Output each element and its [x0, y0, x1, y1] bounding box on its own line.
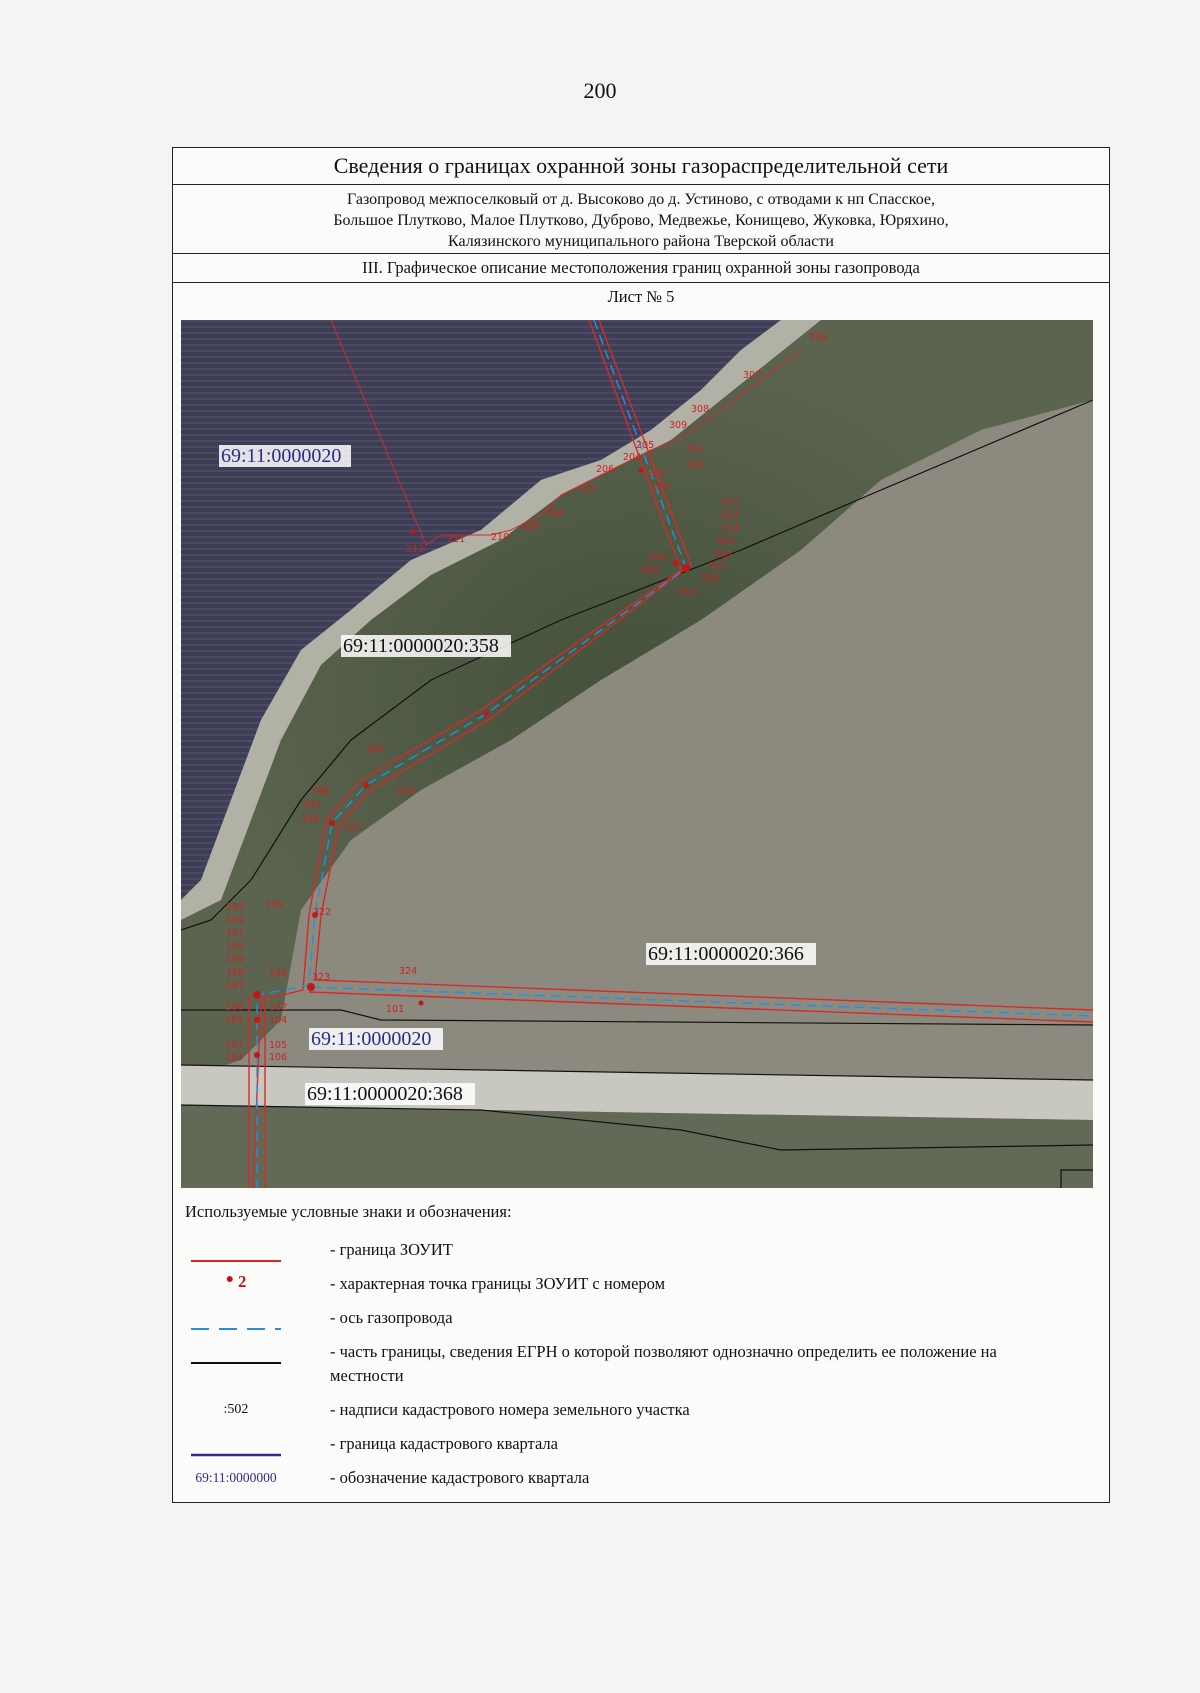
point-label: 201 [649, 552, 668, 563]
point-label: 184 [225, 1040, 244, 1051]
legend-text: - ось газопровода [330, 1308, 453, 1327]
point-label: 191 [226, 928, 245, 939]
point-label: 196 [301, 814, 320, 825]
point-label: 212 [406, 544, 425, 555]
point-label: 321 [345, 822, 364, 833]
subtitle-line-1: Газопровод межпоселковый от д. Высоково до д. Устиново, с отводами к нп Спасское, [346, 191, 935, 208]
point-label: 185 [225, 1015, 244, 1026]
point-label: 314 [721, 523, 740, 534]
point-label: 313 [721, 510, 740, 521]
point-label: 208 [546, 508, 565, 519]
point-label: 183 [225, 1052, 244, 1063]
document-title: Сведения о границах охранной зоны газораспределительной сети [173, 148, 1109, 185]
point-label: 206 [596, 464, 615, 475]
point-label: 187 [226, 980, 245, 991]
legend-symbol-point: ● 2 [225, 1272, 247, 1291]
point-label: 209 [521, 522, 540, 533]
point-label: 324 [399, 966, 418, 977]
point-label: 317 [709, 561, 728, 572]
legend-symbol-red-line [191, 1248, 281, 1268]
point-label: 207 [579, 484, 598, 495]
point-label: 101 [386, 1004, 405, 1015]
point-label: 189 [226, 954, 245, 965]
point-label: 200 [641, 565, 660, 576]
legend-title: Используемые условные знаки и обозначения: [185, 1202, 512, 1221]
legend-symbol-blue-dash [191, 1316, 281, 1336]
point-label: 307 [743, 370, 762, 381]
point-label: 190 [226, 941, 245, 952]
point-label: 199 [366, 744, 385, 755]
point-label: 319 [678, 587, 697, 598]
point-label: 316 [713, 549, 732, 560]
legend-text: - надписи кадастрового номера земельного участка [330, 1400, 690, 1419]
legend-text: - граница кадастрового квартала [330, 1434, 558, 1453]
point-label: 188 [226, 967, 245, 978]
point-label: 186 [225, 1002, 244, 1013]
legend-symbol-quarter-label: 69:11:0000000 [195, 1470, 277, 1485]
legend-text: - часть границы, сведения ЕГРН о которой позволяют однозначно определить ее положение на местности [330, 1342, 997, 1385]
legend-symbol-black-line [191, 1350, 281, 1370]
legend-point-number: 2 [238, 1272, 247, 1291]
parcel-label: 69:11:0000020 [311, 1028, 432, 1050]
point-label: 211 [447, 534, 466, 545]
page-number: 200 [583, 78, 617, 103]
parcel-label: 69:11:0000020:358 [343, 635, 499, 657]
legend-text: - характерная точка границы ЗОУИТ с номером [330, 1274, 666, 1293]
point-label: 193 [226, 902, 245, 913]
legend-text: - граница ЗОУИТ [330, 1240, 453, 1259]
point-label: 310 [687, 460, 706, 471]
point-label: 195 [265, 900, 284, 911]
point-label: 104 [269, 1015, 288, 1026]
point-label: 315 [716, 536, 735, 547]
point-label: 182 [269, 1002, 288, 1013]
point-label: 210 [491, 532, 510, 543]
legend-symbol-navy-line [191, 1442, 281, 1462]
point-label: 202 [652, 482, 671, 493]
point-label: 197 [303, 800, 322, 811]
parcel-label: 69:11:0000020:366 [648, 943, 804, 965]
subtitle-line-3: Калязинского муниципального района Тверской области [448, 233, 834, 250]
legend-symbol-parcel-number: :502 [223, 1402, 249, 1417]
parcel-label: 69:11:0000020 [221, 445, 342, 467]
section-title: III. Графическое описание местоположения границ охранной зоны газопровода [173, 254, 1109, 283]
legend-text: - обозначение кадастрового квартала [330, 1468, 590, 1487]
satellite-map [181, 320, 1093, 1188]
point-label: 194 [269, 968, 288, 979]
point-label: 192 [226, 915, 245, 926]
point-label: 198 [311, 786, 330, 797]
pipeline-description [173, 185, 1109, 254]
point-label: 320 [396, 786, 415, 797]
point-label: 203 [647, 468, 666, 479]
point-label: 205 [636, 440, 655, 451]
point-label: 322 [313, 907, 332, 918]
parcel-label: 69:11:0000020:368 [307, 1083, 463, 1105]
point-label: 309 [669, 420, 688, 431]
point-label: 308 [691, 404, 710, 415]
subtitle-line-2: Большое Плутково, Малое Плутково, Дуброво, Медвежье, Конищево, Жуковка, Юряхино, [333, 212, 949, 229]
point-label: 311 [686, 444, 705, 455]
document-frame [172, 147, 1110, 1503]
point-label: 204 [623, 452, 642, 463]
sheet-number: Лист № 5 [607, 287, 675, 306]
point-label: 312 [721, 497, 740, 508]
point-label: 106 [269, 1052, 288, 1063]
point-label: 105 [269, 1040, 288, 1051]
point-label: 318 [701, 573, 720, 584]
point-label: 306 [809, 332, 828, 343]
point-label: 323 [312, 972, 331, 983]
